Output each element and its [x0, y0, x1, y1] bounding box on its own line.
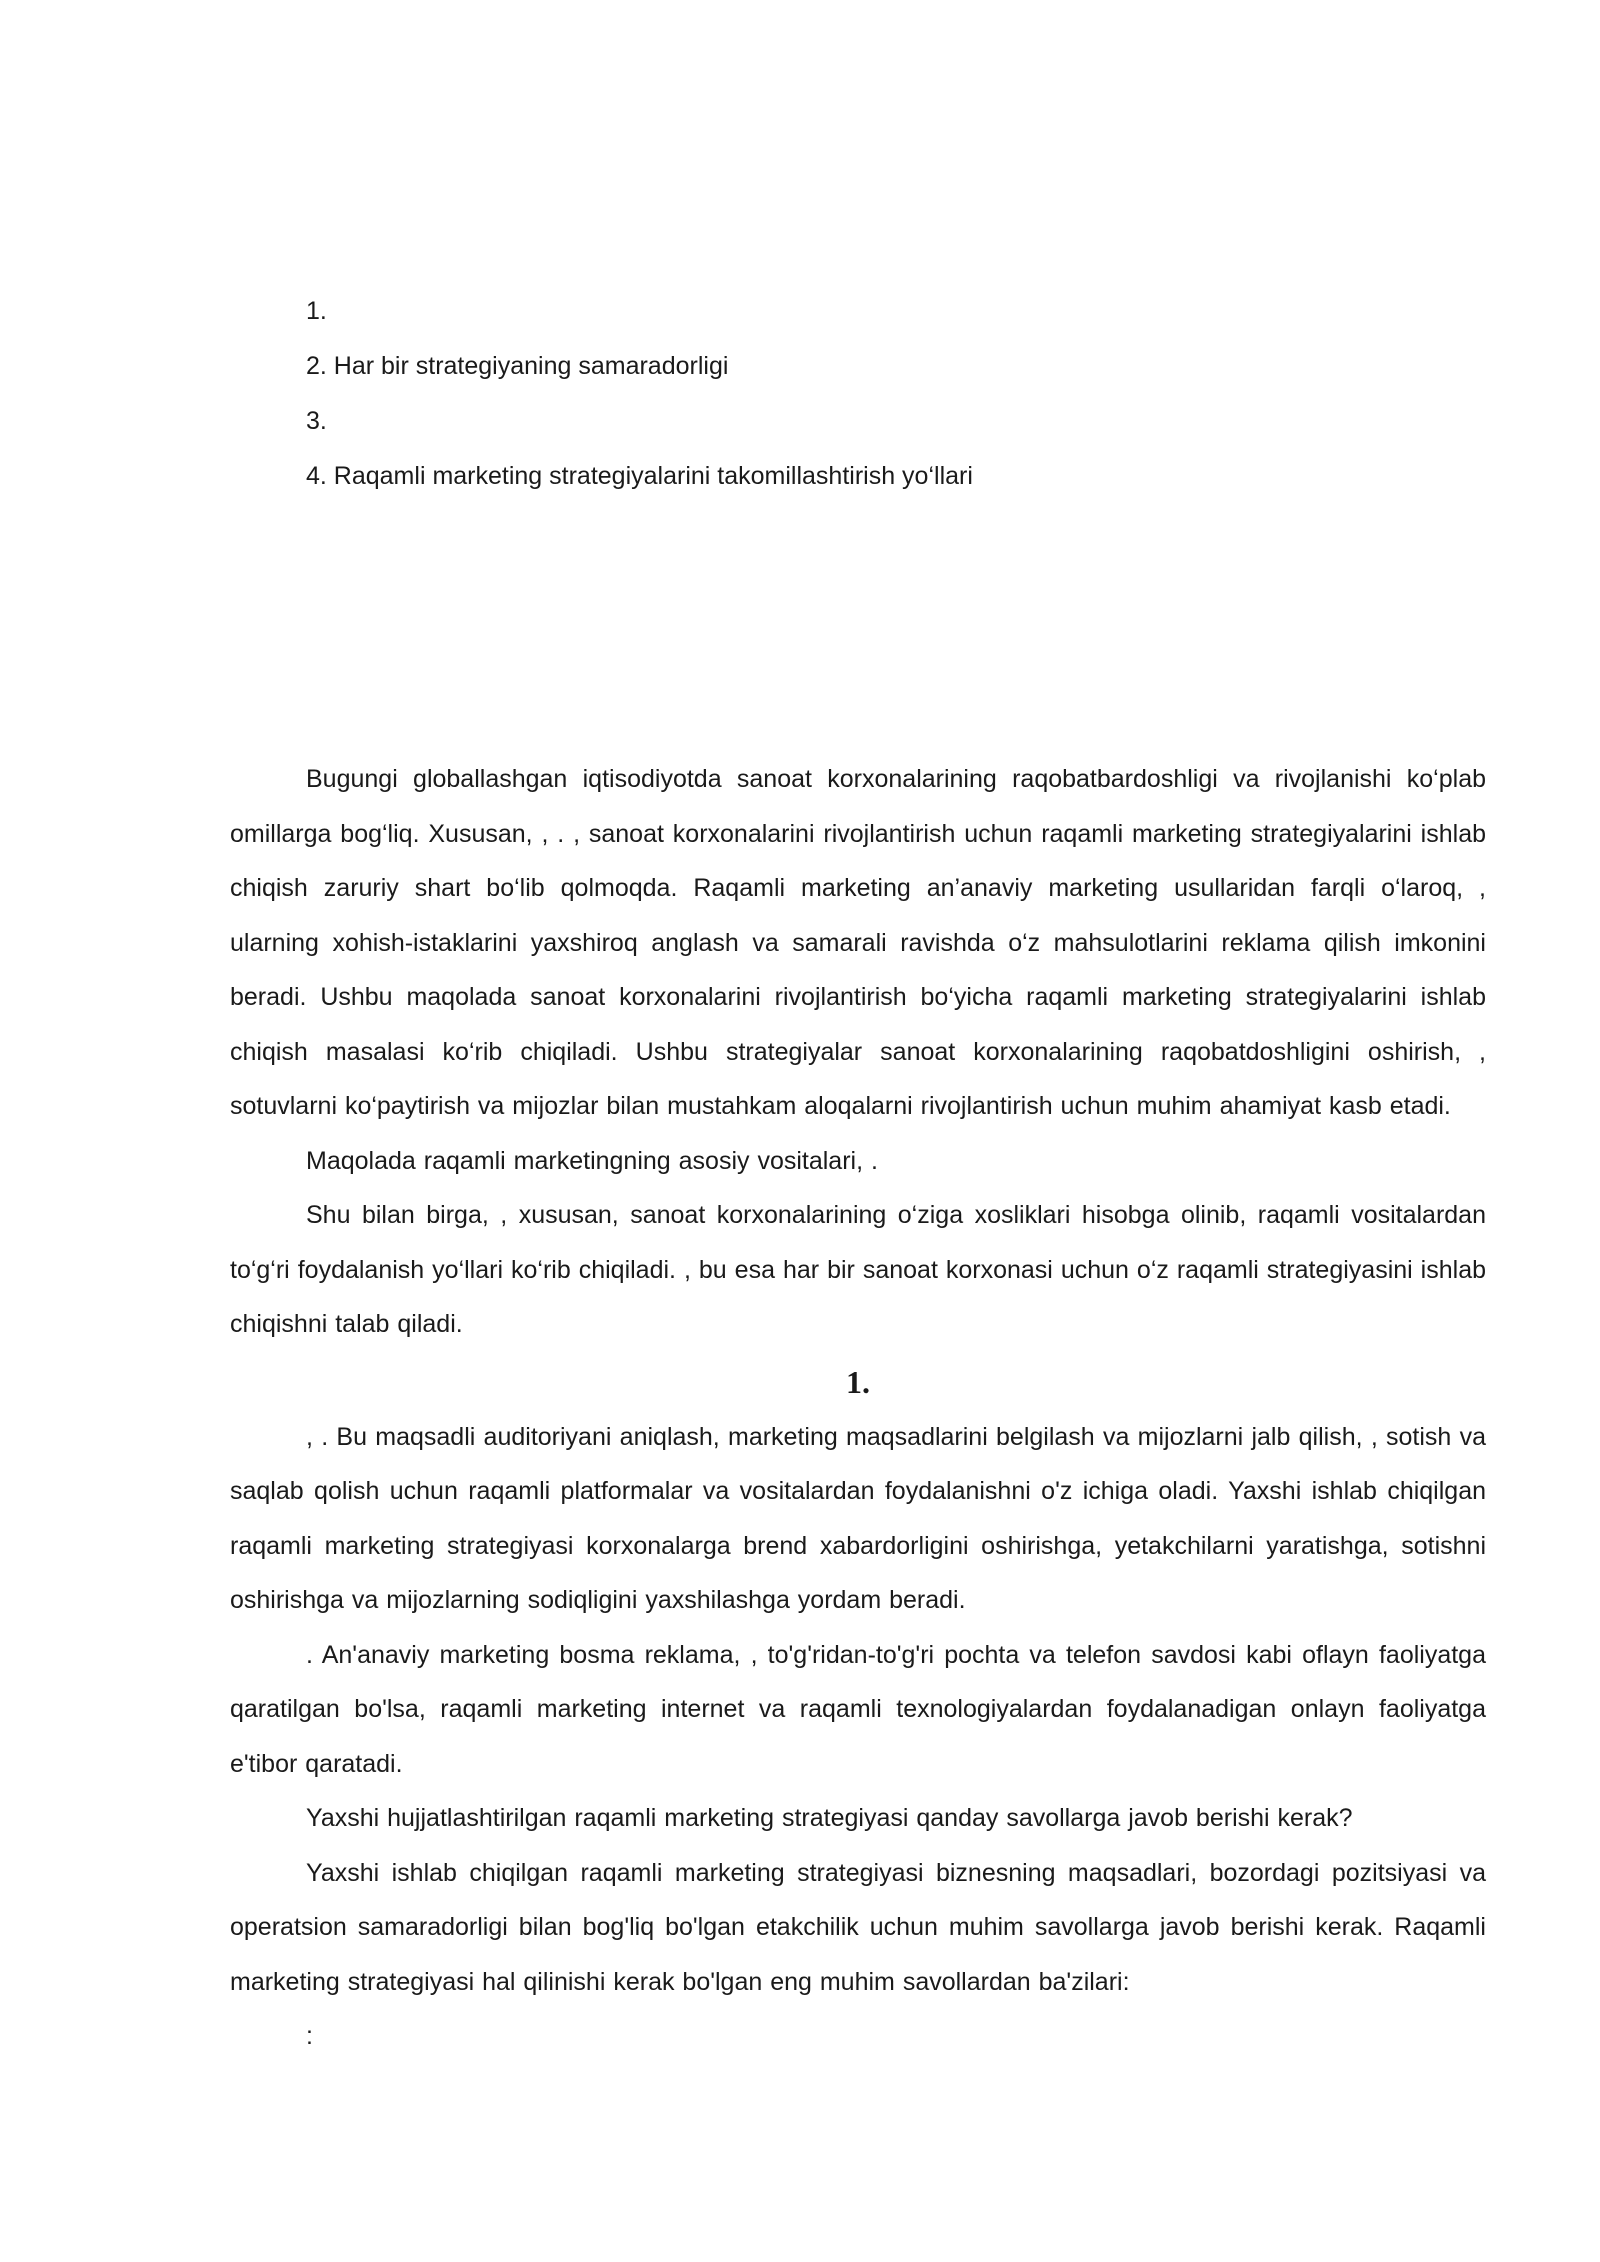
- body-text: [230, 752, 1486, 2064]
- toc-item-3: 3.: [306, 407, 327, 435]
- section1-paragraph-1: , . Bu maqsadli auditoriyani aniqlash, marketing maqsadlarini belgilash va mijozlarni jalb qilish, , sotish va saqlab qolish uchun raqamli platformalar va vositalardan foydalanishni o'z ichiga oladi. Yaxshi ishlab chiqilgan raqamli marketing strategiyasi korxonalarga brend xabardorligini oshirishga, yetakchilarni yaratishga, sotishni oshirishga va mijozlarning sodiqligini yaxshilashga yordam beradi.: [230, 1422, 1486, 1614]
- intro-paragraph-3: Shu bilan birga, , xususan, sanoat korxonalarining o‘ziga xosliklari hisobga olinib, raqamli vositalardan to‘g‘ri foydalanish yo‘llari ko‘rib chiqiladi. , bu esa har bir sanoat korxonasi uchun o‘z raqamli strategiyasini ishlab chiqishni talab qiladi.: [230, 1201, 1486, 1338]
- list-start-colon: :: [306, 2022, 313, 2050]
- section1-paragraph-4: Yaxshi ishlab chiqilgan raqamli marketing strategiyasi biznesning maqsadlari, bozordagi pozitsiyasi va operatsion samaradorligi bilan bog'liq bo'lgan etakchilik uchun muhim savollarga javob berishi kerak. Raqamli marketing strategiyasi hal qilinishi kerak bo'lgan eng muhim savollardan ba'zilari:: [230, 1858, 1486, 1996]
- toc-item-2: 2. Har bir strategiyaning samaradorligi: [306, 352, 729, 380]
- toc-item-4: 4. Raqamli marketing strategiyalarini takomillashtirish yo‘llari: [306, 462, 973, 490]
- section1-paragraph-2: . An'anaviy marketing bosma reklama, , to'g'ridan-to'g'ri pochta va telefon savdosi kabi oflayn faoliyatga qaratilgan bo'lsa, raqamli marketing internet va raqamli texnologiyalardan foydalanadigan onlayn faoliyatga e'tibor qaratadi.: [230, 1640, 1486, 1778]
- section-heading-1: 1.: [846, 1363, 870, 1400]
- intro-paragraph-1: Bugungi globallashgan iqtisodiyotda sanoat korxonalarining raqobatbardoshligi va rivojlanishi ko‘plab omillarga bog‘liq. Xususan, , . , sanoat korxonalarini rivojlantirish uchun raqamli marketing strategiyalarini ishlab chiqish zaruriy shart bo‘lib qolmoqda. Raqamli marketing an’anaviy marketing usullaridan farqli o‘laroq, , ularning xohish-istaklarini yaxshiroq anglash va samarali ravishda o‘z mahsulotlarini reklama qilish imkonini beradi. Ushbu maqolada sanoat korxonalarini rivojlantirish bo‘yicha raqamli marketing strategiyalarini ishlab chiqish masalasi ko‘rib chiqiladi. Ushbu strategiyalar sanoat korxonalarining raqobatdoshligini oshirish, , sotuvlarni ko‘paytirish va mijozlar bilan mustahkam aloqalarni rivojlantirish uchun muhim ahamiyat kasb etadi.: [230, 765, 1486, 1120]
- section1-paragraph-3: Yaxshi hujjatlashtirilgan raqamli marketing strategiyasi qanday savollarga javob berishi kerak?: [306, 1804, 1353, 1832]
- table-of-contents: [306, 284, 1406, 504]
- toc-item-1: 1.: [306, 297, 327, 325]
- intro-paragraph-2: Maqolada raqamli marketingning asosiy vositalari, .: [306, 1146, 878, 1175]
